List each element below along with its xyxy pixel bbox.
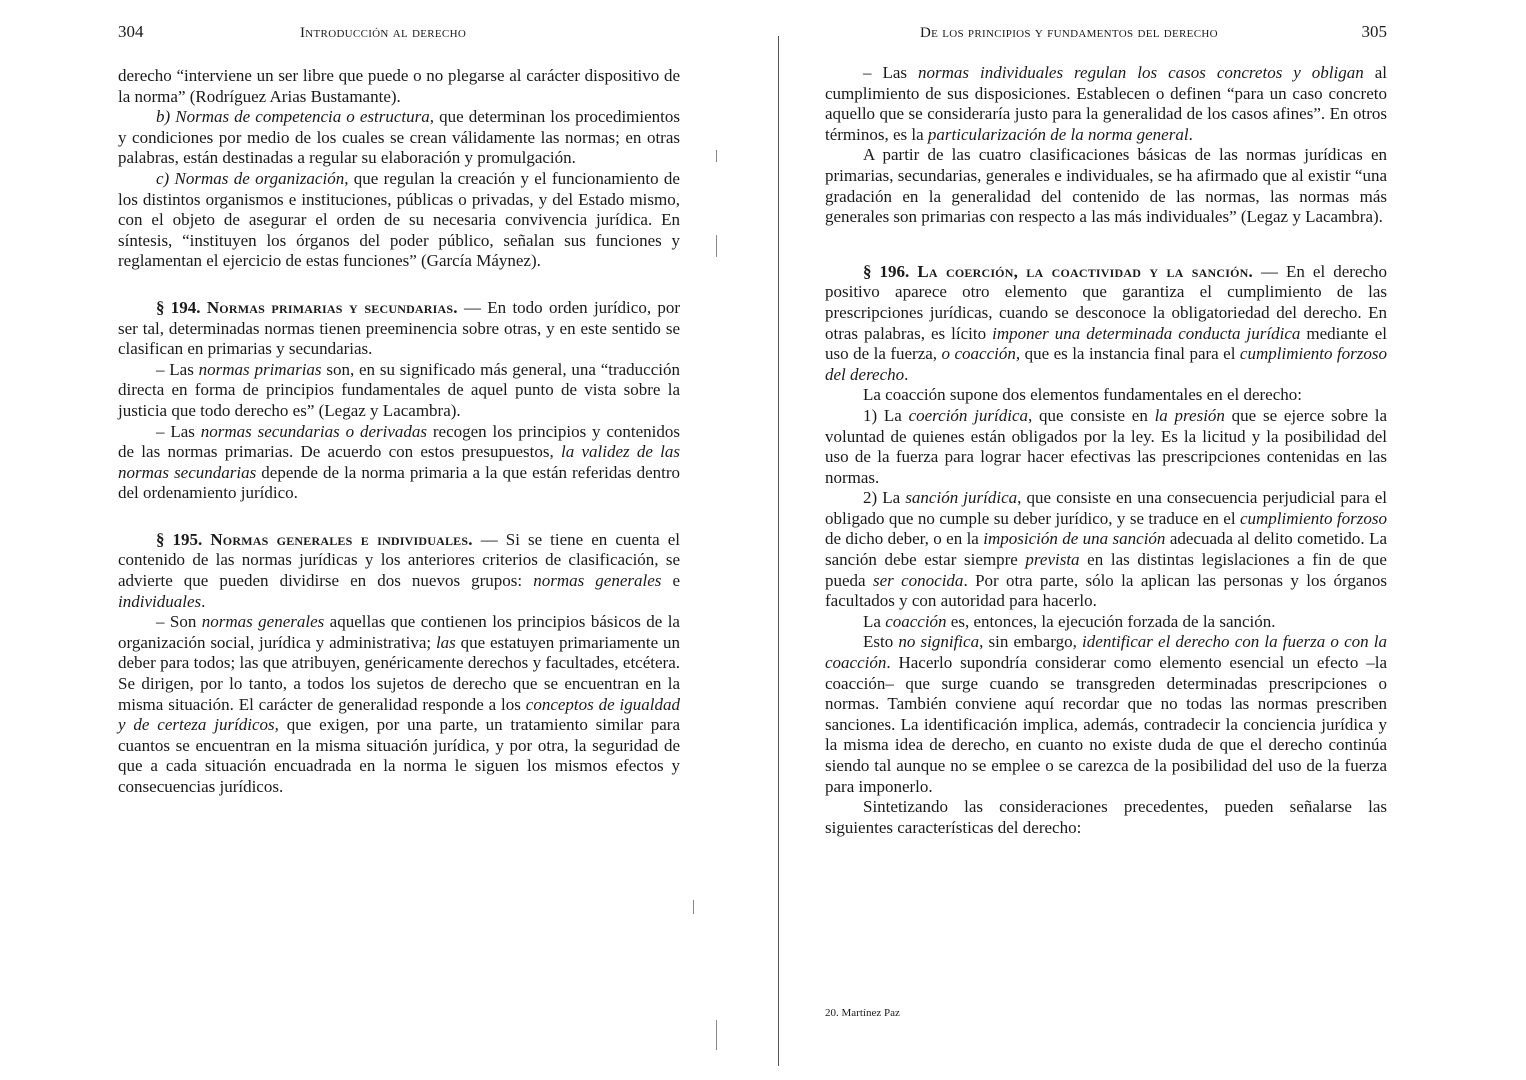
left-page-body bbox=[118, 66, 680, 798]
scan-speck bbox=[716, 150, 717, 162]
paragraph: 2) La sanción jurídica, que consiste en una consecuencia perjudicial para el obligado que no cumple su deber jurídico, y se traduce en el cumplimiento forzoso de dicho deber, o en la imposición de una sanción adecuada al delito cometido. La sanción debe estar siempre prevista en las distintas legislaciones a fin de que pueda ser conocida. Por otra parte, sólo la aplican las personas y los órganos facultados y con autoridad para hacerlo. bbox=[825, 488, 1387, 611]
right-page bbox=[825, 0, 1387, 1080]
section-title: Normas generales e individuales. bbox=[210, 529, 473, 549]
paragraph-organizacion: c) Normas de organización, que regulan la creación y el funcionamiento de los distintos organismos e instituciones, públicas o privadas, y del Estado mismo, con el objeto de asegurar el orden de su necesaria convivencia jurídica. En síntesis, “instituyen los órganos del poder público, señalan sus funciones y reglamentan el ejercicio de estas funciones” (García Máynez). bbox=[118, 168, 680, 271]
left-page-header bbox=[118, 22, 680, 46]
paragraph: – Son normas generales aquellas que contienen los principios básicos de la organización social, jurídica y administrativa; las que estatuyen primariamente un deber para todos; las que atribuyen, genéricamente derechos y facultades, etcétera. Se dirigen, por lo tanto, a todos los sujetos de derecho que se encuentran en la misma situación. El carácter de generalidad responde a los conceptos de igualdad y de certeza jurídicos, que exigen, por una parte, un tratamiento similar para cuantos se encuentran en la misma situación jurídica, y por otra, la seguridad de que a cada situación encuadrada en la norma le siguen los mismos efectos y consecuencias jurídicos. bbox=[118, 612, 680, 796]
running-head: De los principios y fundamentos del derecho bbox=[920, 25, 1218, 41]
section-195-heading: § 195. Normas generales e individuales. — Si se tiene en cuenta el contenido de las normas jurídicas y los anteriores criterios de clasificación, se advierte que pueden dividirse en dos nuevos grupos: normas generales e individuales. bbox=[118, 529, 681, 611]
section-title: Normas primarias y secundarias. bbox=[206, 297, 458, 317]
paragraph-competencia: b) Normas de competencia o estructura, que determinan los procedimientos y condiciones por medio de los cuales se crean válidamente las normas; en otras palabras, están destinadas a regular su elaboración y promulgación. bbox=[118, 107, 680, 168]
scan-speck bbox=[716, 1020, 717, 1050]
right-page-header bbox=[825, 22, 1387, 46]
paragraph: – Las normas secundarias o derivadas recogen los principios y contenidos de las normas primarias. De acuerdo con estos presupuestos, la validez de las normas secundarias depende de la norma primaria a la que están referidas dentro del ordenamiento jurídico. bbox=[118, 421, 681, 503]
paragraph: – Las normas primarias son, en su significado más general, una “traducción directa en forma de principios fundamentales de aquel punto de vista sobre la justicia que todo derecho es” (Legaz y Lacambra). bbox=[118, 359, 680, 420]
footer-signature: 20. Martínez Paz bbox=[825, 1007, 900, 1019]
page-gutter-divider bbox=[778, 36, 779, 1066]
paragraph: – Las normas individuales regulan los casos concretos y obligan al cumplimiento de sus disposiciones. Establecen o definen “para un caso concreto aquello que se consideraría justo para la generalidad de los casos afines”. En otros términos, es la particularización de la norma general. bbox=[825, 63, 1387, 144]
paragraph: derecho “interviene un ser libre que puede o no plegarse al carácter dispositivo de la norma” (Rodríguez Arias Bustamante). bbox=[118, 66, 680, 106]
paragraph: La coacción supone dos elementos fundamentales en el derecho: bbox=[863, 385, 1302, 405]
paragraph: 1) La coerción jurídica, que consiste en la presión que se ejerce sobre la voluntad de quienes están obligados por la ley. Es la licitud y la posibilidad del uso de la fuerza para lograr hacer efectivas las prescripciones contenidas en las normas. bbox=[825, 405, 1387, 487]
section-194-heading: § 194. Normas primarias y secundarias. — En todo orden jurídico, por ser tal, determinadas normas tienen preeminencia sobre otras, y en este sentido se clasifican en primarias y secundarias. bbox=[118, 297, 681, 359]
page-number: 304 bbox=[118, 22, 144, 41]
section-title: La coerción, la coactividad y la sanción. bbox=[917, 261, 1253, 281]
scan-speck bbox=[716, 235, 717, 257]
running-head: Introducción al derecho bbox=[300, 25, 467, 41]
paragraph: A partir de las cuatro clasificaciones básicas de las normas jurídicas en primarias, secundarias, generales e individuales, se ha afirmado que al existir “una gradación en la generalidad del contenido de las normas, las normas más generales son primarias con respecto a las más individuales” (Legaz y Lacambra). bbox=[825, 145, 1387, 227]
scan-speck bbox=[693, 900, 694, 914]
left-page bbox=[118, 0, 680, 1080]
right-page-body bbox=[825, 63, 1387, 838]
paragraph: Esto no significa, sin embargo, identificar el derecho con la fuerza o con la coacción. Hacerlo supondría considerar como elemento esencial un efecto –la coacción– que surge cuando se transgreden determinadas prescripciones o normas. También conviene aquí recordar que no todas las normas prescriben sanciones. La identificación implica, además, contradecir la conciencia jurídica y la misma idea de derecho, en cuanto no existe duda de que el derecho continúa siendo tal aunque no se emplee o se carezca de la posibilidad del uso de la fuerza para imponerlo. bbox=[825, 632, 1387, 796]
section-196-heading: § 196. La coerción, la coactividad y la sanción. — En el derecho positivo aparece otro elemento que garantiza el cumplimiento de las prescripciones jurídicas, cuando se desconoce la obligatoriedad del derecho. En otras palabras, es lícito imponer una determinada conducta jurídica mediante el uso de la fuerza, o coacción, que es la instancia final para el cumplimiento forzoso del derecho. bbox=[825, 261, 1388, 384]
paragraph: La coacción es, entonces, la ejecución forzada de la sanción. bbox=[863, 611, 1276, 631]
page-number: 305 bbox=[1361, 22, 1387, 41]
paragraph: Sintetizando las consideraciones precedentes, pueden señalarse las siguientes características del derecho: bbox=[825, 797, 1387, 837]
